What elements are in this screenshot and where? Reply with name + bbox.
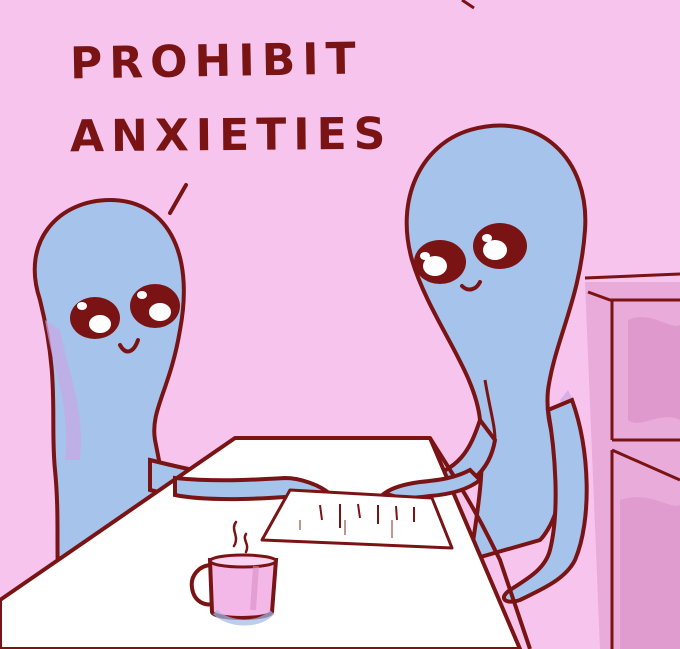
paper-document <box>262 490 452 548</box>
caption-line-1: PROHIBIT <box>69 33 364 90</box>
kitchen-cabinet <box>585 274 680 649</box>
caption-line-2: ANXIETIES <box>69 108 393 163</box>
